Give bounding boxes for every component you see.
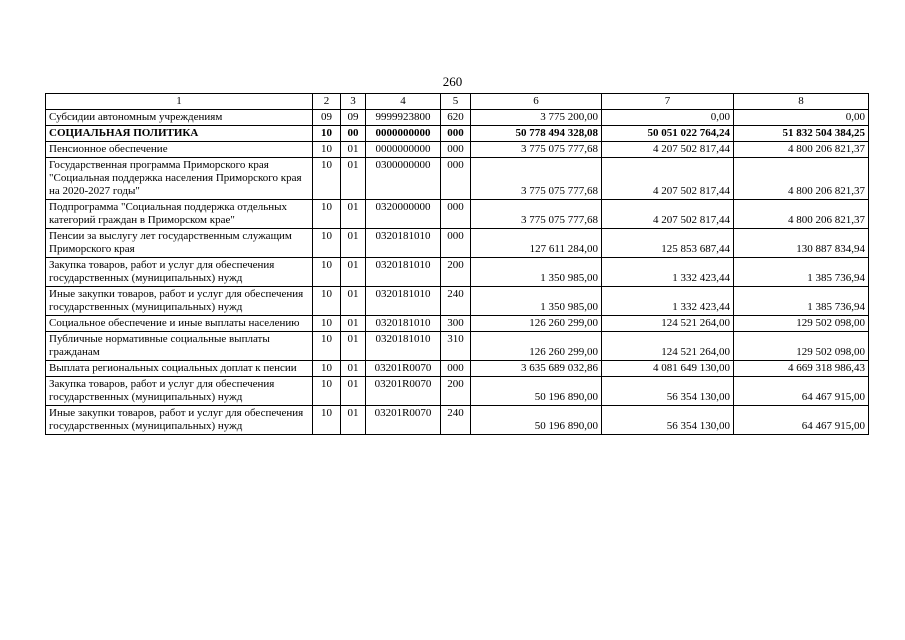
target-article-code: 0000000000 bbox=[366, 142, 441, 158]
amount-col-6: 50 778 494 328,08 bbox=[471, 126, 602, 142]
row-name: СОЦИАЛЬНАЯ ПОЛИТИКА bbox=[46, 126, 313, 142]
section-code: 10 bbox=[313, 126, 341, 142]
expense-type-code: 240 bbox=[441, 287, 471, 316]
column-header: 3 bbox=[341, 94, 366, 110]
amount-col-8: 64 467 915,00 bbox=[734, 377, 869, 406]
amount-col-6: 127 611 284,00 bbox=[471, 229, 602, 258]
expense-type-code: 000 bbox=[441, 361, 471, 377]
table-row bbox=[46, 229, 869, 258]
amount-col-7: 4 081 649 130,00 bbox=[602, 361, 734, 377]
expense-type-code: 000 bbox=[441, 158, 471, 200]
row-name: Выплата региональных социальных доплат к пенсии bbox=[46, 361, 313, 377]
amount-col-6: 126 260 299,00 bbox=[471, 332, 602, 361]
amount-col-6: 3 775 075 777,68 bbox=[471, 200, 602, 229]
table-row bbox=[46, 287, 869, 316]
target-article-code: 03201R0070 bbox=[366, 406, 441, 435]
amount-col-7: 125 853 687,44 bbox=[602, 229, 734, 258]
amount-col-7: 124 521 264,00 bbox=[602, 316, 734, 332]
target-article-code: 03201R0070 bbox=[366, 377, 441, 406]
amount-col-7: 4 207 502 817,44 bbox=[602, 200, 734, 229]
amount-col-7: 50 051 022 764,24 bbox=[602, 126, 734, 142]
subsection-code: 01 bbox=[341, 361, 366, 377]
expense-type-code: 200 bbox=[441, 377, 471, 406]
row-name: Государственная программа Приморского края "Социальная поддержка населения Приморского края на 2020-2027 годы" bbox=[46, 158, 313, 200]
amount-col-6: 1 350 985,00 bbox=[471, 287, 602, 316]
row-name: Пенсионное обеспечение bbox=[46, 142, 313, 158]
target-article-code: 0320000000 bbox=[366, 200, 441, 229]
amount-col-7: 124 521 264,00 bbox=[602, 332, 734, 361]
header-row bbox=[46, 94, 869, 110]
section-code: 10 bbox=[313, 406, 341, 435]
target-article-code: 0320181010 bbox=[366, 287, 441, 316]
subsection-code: 01 bbox=[341, 142, 366, 158]
subsection-code: 09 bbox=[341, 110, 366, 126]
target-article-code: 0320181010 bbox=[366, 258, 441, 287]
table-row bbox=[46, 200, 869, 229]
subsection-code: 01 bbox=[341, 287, 366, 316]
row-name: Иные закупки товаров, работ и услуг для обеспечения государственных (муниципальных) нужд bbox=[46, 406, 313, 435]
section-code: 10 bbox=[313, 361, 341, 377]
amount-col-8: 4 669 318 986,43 bbox=[734, 361, 869, 377]
table-row bbox=[46, 361, 869, 377]
table-row bbox=[46, 126, 869, 142]
section-code: 10 bbox=[313, 332, 341, 361]
subsection-code: 01 bbox=[341, 158, 366, 200]
amount-col-8: 4 800 206 821,37 bbox=[734, 158, 869, 200]
table-row bbox=[46, 377, 869, 406]
target-article-code: 9999923800 bbox=[366, 110, 441, 126]
expense-type-code: 000 bbox=[441, 200, 471, 229]
subsection-code: 01 bbox=[341, 316, 366, 332]
row-name: Закупка товаров, работ и услуг для обеспечения государственных (муниципальных) нужд bbox=[46, 377, 313, 406]
amount-col-6: 3 635 689 032,86 bbox=[471, 361, 602, 377]
subsection-code: 01 bbox=[341, 332, 366, 361]
amount-col-8: 4 800 206 821,37 bbox=[734, 142, 869, 158]
subsection-code: 01 bbox=[341, 377, 366, 406]
section-code: 10 bbox=[313, 142, 341, 158]
amount-col-6: 50 196 890,00 bbox=[471, 406, 602, 435]
expense-type-code: 310 bbox=[441, 332, 471, 361]
section-code: 10 bbox=[313, 229, 341, 258]
expense-type-code: 300 bbox=[441, 316, 471, 332]
subsection-code: 01 bbox=[341, 229, 366, 258]
row-name: Иные закупки товаров, работ и услуг для обеспечения государственных (муниципальных) нужд bbox=[46, 287, 313, 316]
amount-col-8: 129 502 098,00 bbox=[734, 316, 869, 332]
target-article-code: 03201R0070 bbox=[366, 361, 441, 377]
column-header: 4 bbox=[366, 94, 441, 110]
expense-type-code: 000 bbox=[441, 142, 471, 158]
subsection-code: 00 bbox=[341, 126, 366, 142]
row-name: Социальное обеспечение и иные выплаты населению bbox=[46, 316, 313, 332]
row-name: Пенсии за выслугу лет государственным служащим Приморского края bbox=[46, 229, 313, 258]
row-name: Подпрограмма "Социальная поддержка отдельных категорий граждан в Приморском крае" bbox=[46, 200, 313, 229]
table-row bbox=[46, 258, 869, 287]
expense-type-code: 000 bbox=[441, 229, 471, 258]
subsection-code: 01 bbox=[341, 200, 366, 229]
page-number: 260 bbox=[442, 74, 463, 89]
table-row bbox=[46, 316, 869, 332]
amount-col-6: 3 775 200,00 bbox=[471, 110, 602, 126]
amount-col-7: 1 332 423,44 bbox=[602, 287, 734, 316]
section-code: 09 bbox=[313, 110, 341, 126]
column-header: 5 bbox=[441, 94, 471, 110]
row-name: Публичные нормативные социальные выплаты гражданам bbox=[46, 332, 313, 361]
section-code: 10 bbox=[313, 158, 341, 200]
target-article-code: 0000000000 bbox=[366, 126, 441, 142]
amount-col-7: 56 354 130,00 bbox=[602, 377, 734, 406]
subsection-code: 01 bbox=[341, 406, 366, 435]
amount-col-7: 0,00 bbox=[602, 110, 734, 126]
amount-col-7: 56 354 130,00 bbox=[602, 406, 734, 435]
row-name: Субсидии автономным учреждениям bbox=[46, 110, 313, 126]
amount-col-8: 64 467 915,00 bbox=[734, 406, 869, 435]
column-header: 2 bbox=[313, 94, 341, 110]
amount-col-8: 1 385 736,94 bbox=[734, 287, 869, 316]
expense-type-code: 000 bbox=[441, 126, 471, 142]
section-code: 10 bbox=[313, 258, 341, 287]
subsection-code: 01 bbox=[341, 258, 366, 287]
table-row bbox=[46, 158, 869, 200]
amount-col-7: 4 207 502 817,44 bbox=[602, 142, 734, 158]
target-article-code: 0320181010 bbox=[366, 316, 441, 332]
table-row bbox=[46, 110, 869, 126]
target-article-code: 0320181010 bbox=[366, 332, 441, 361]
table-row bbox=[46, 406, 869, 435]
table-row bbox=[46, 332, 869, 361]
amount-col-8: 51 832 504 384,25 bbox=[734, 126, 869, 142]
target-article-code: 0300000000 bbox=[366, 158, 441, 200]
amount-col-8: 1 385 736,94 bbox=[734, 258, 869, 287]
amount-col-7: 4 207 502 817,44 bbox=[602, 158, 734, 200]
amount-col-8: 130 887 834,94 bbox=[734, 229, 869, 258]
section-code: 10 bbox=[313, 377, 341, 406]
amount-col-6: 50 196 890,00 bbox=[471, 377, 602, 406]
amount-col-6: 3 775 075 777,68 bbox=[471, 158, 602, 200]
column-header: 6 bbox=[471, 94, 602, 110]
amount-col-6: 126 260 299,00 bbox=[471, 316, 602, 332]
amount-col-6: 3 775 075 777,68 bbox=[471, 142, 602, 158]
expense-type-code: 200 bbox=[441, 258, 471, 287]
expense-type-code: 240 bbox=[441, 406, 471, 435]
section-code: 10 bbox=[313, 316, 341, 332]
amount-col-8: 4 800 206 821,37 bbox=[734, 200, 869, 229]
column-header: 7 bbox=[602, 94, 734, 110]
amount-col-8: 129 502 098,00 bbox=[734, 332, 869, 361]
amount-col-6: 1 350 985,00 bbox=[471, 258, 602, 287]
table-row bbox=[46, 142, 869, 158]
section-code: 10 bbox=[313, 287, 341, 316]
section-code: 10 bbox=[313, 200, 341, 229]
target-article-code: 0320181010 bbox=[366, 229, 441, 258]
expense-type-code: 620 bbox=[441, 110, 471, 126]
column-header: 8 bbox=[734, 94, 869, 110]
amount-col-8: 0,00 bbox=[734, 110, 869, 126]
row-name: Закупка товаров, работ и услуг для обеспечения государственных (муниципальных) нужд bbox=[46, 258, 313, 287]
amount-col-7: 1 332 423,44 bbox=[602, 258, 734, 287]
column-header: 1 bbox=[46, 94, 313, 110]
budget-table bbox=[45, 93, 869, 435]
